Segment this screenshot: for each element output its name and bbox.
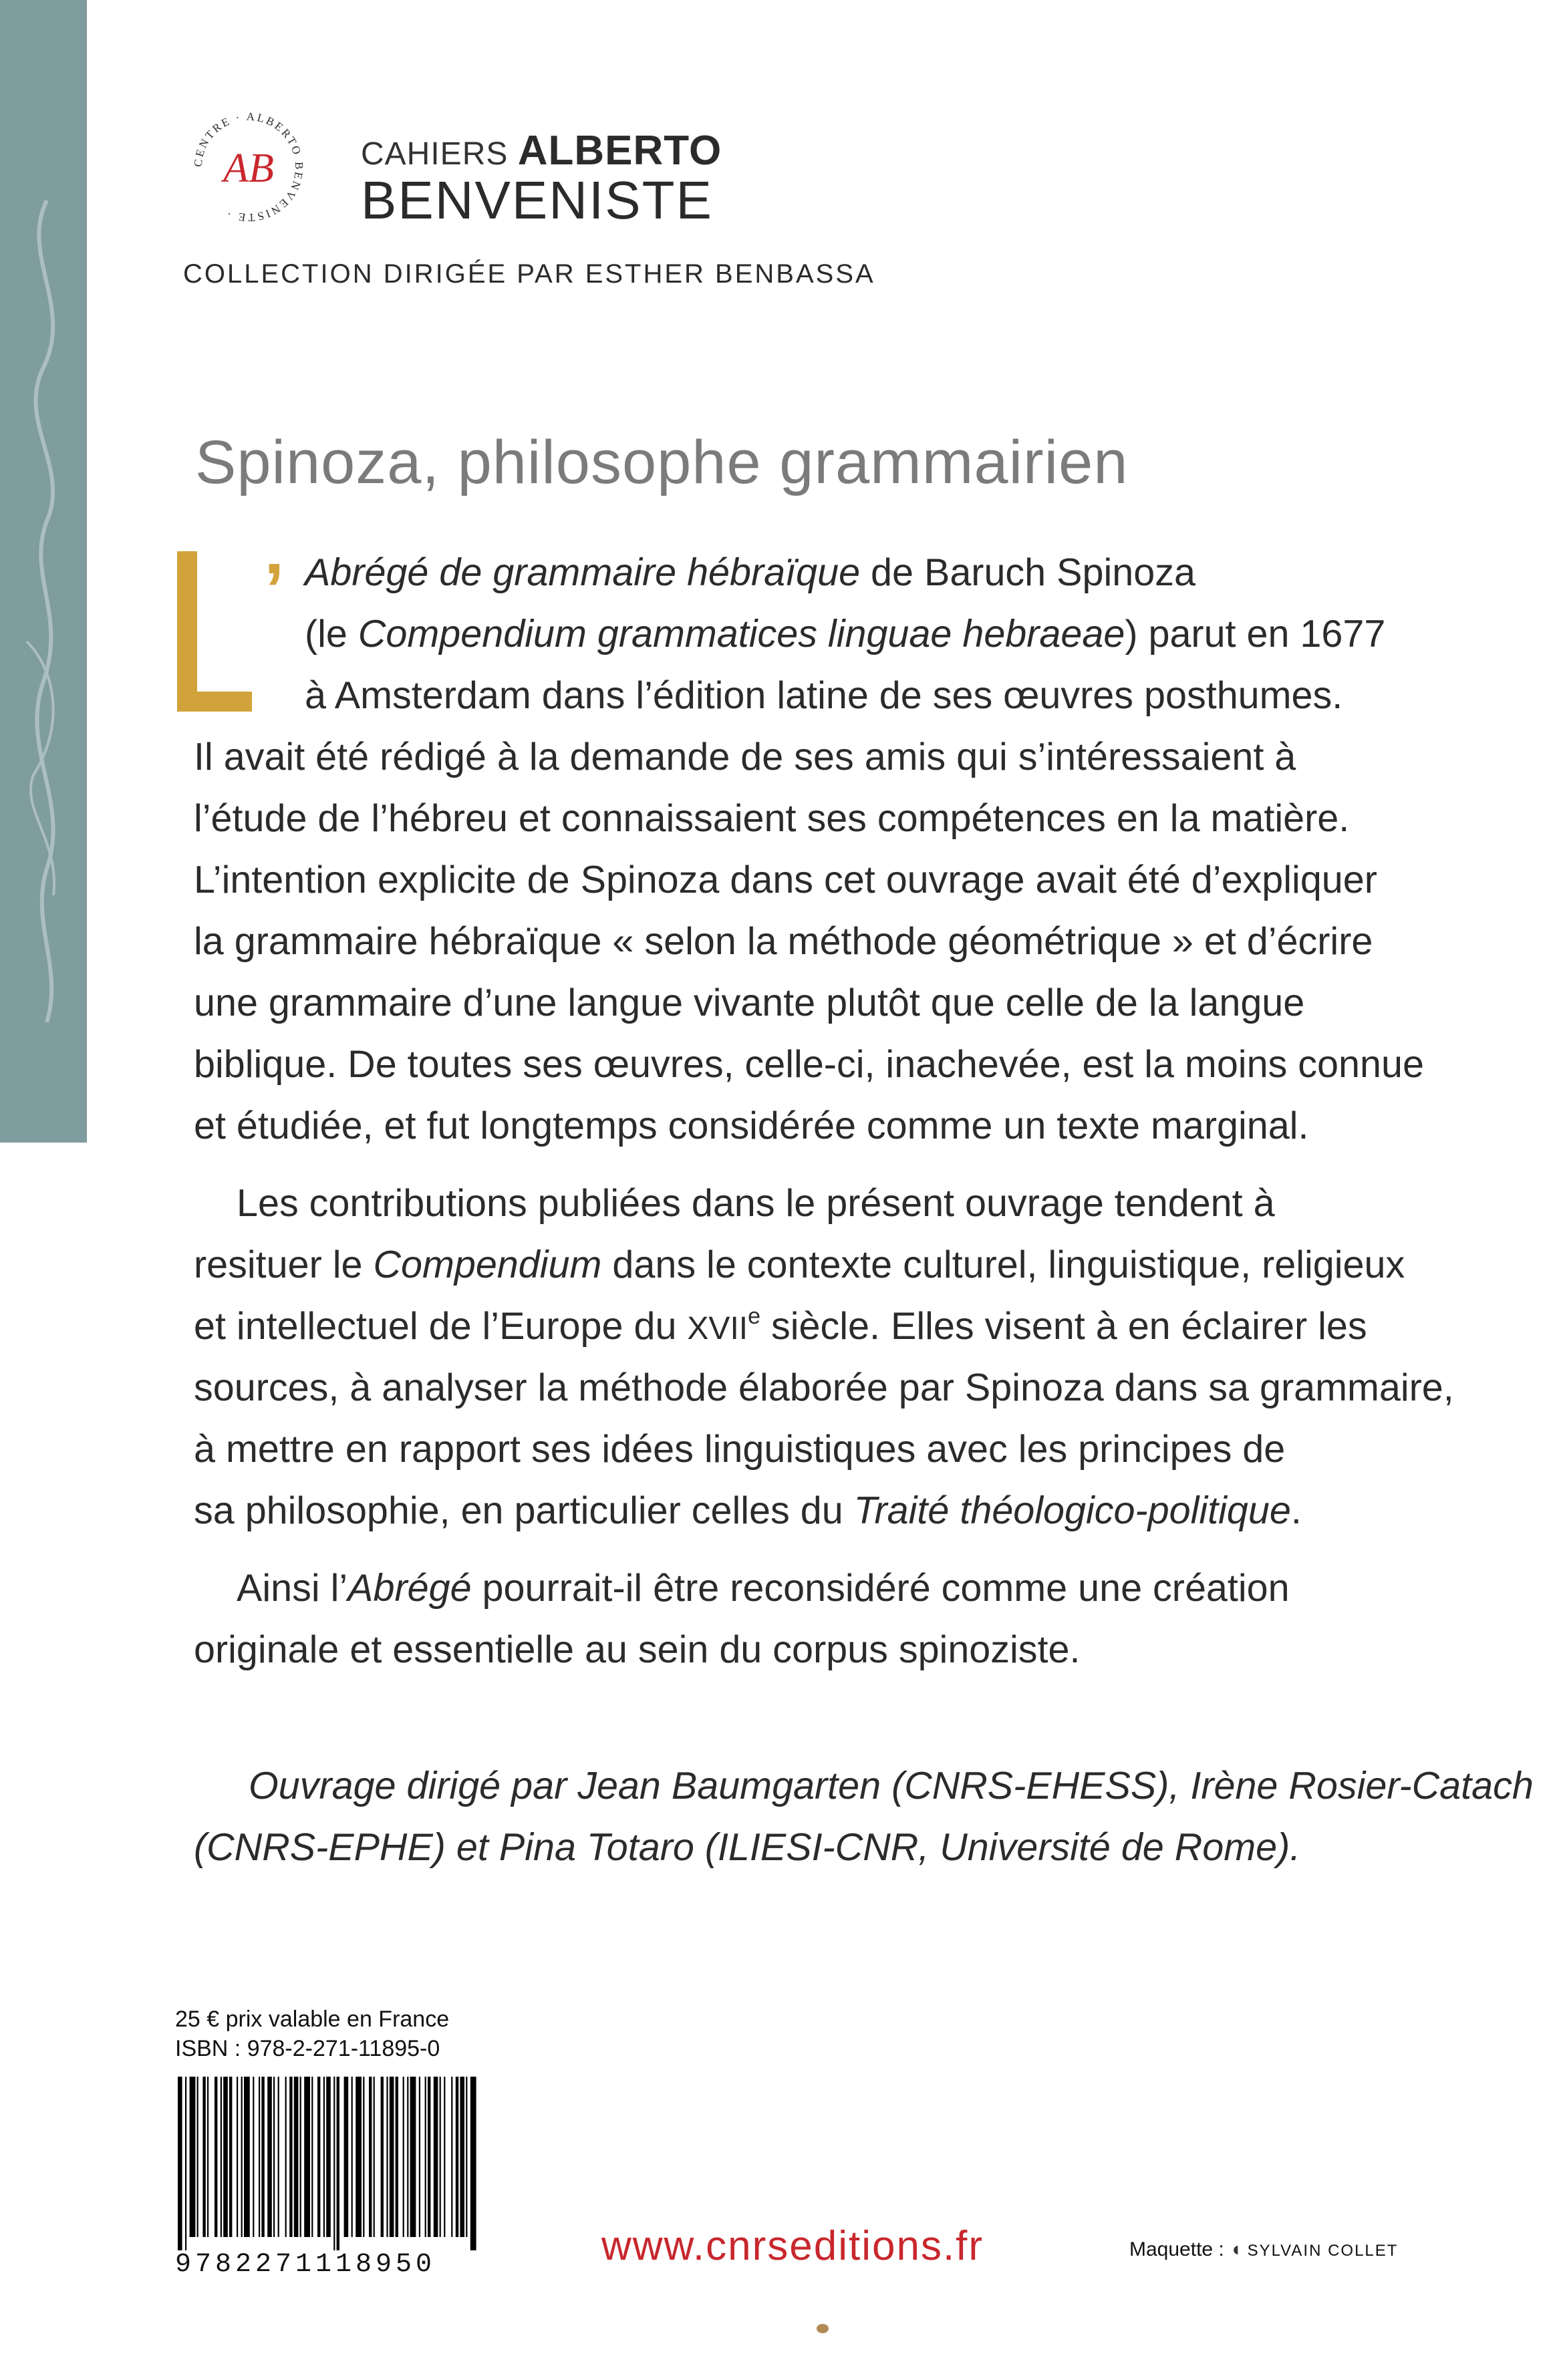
barcode-bar [259,2077,260,2237]
barcode-bar [241,2077,243,2237]
maquette-label: Maquette : [1129,2238,1224,2260]
maquette-credit [1129,2238,1398,2261]
barcode-bar [285,2077,287,2237]
barcode-bar [273,2077,275,2237]
barcode-bar [386,2077,388,2237]
isbn-text: ISBN : 978-2-271-11895-0 [175,2036,440,2061]
barcode-bar [244,2077,250,2237]
text-line: Ainsi l’Abrégé pourrait-il être reconsidéré comme une création [237,1567,1290,1610]
editors-credit-line-1: Ouvrage dirigé par Jean Baumgarten (CNRS-EHESS), Irène Rosier-Catach [249,1765,1534,1807]
text-line: à mettre en rapport ses idées linguistiques avec les principes de [194,1428,1286,1471]
barcode-bar [178,2077,182,2250]
barcode-bar [326,2077,331,2237]
text-line: Abrégé de grammaire hébraïque de Baruch Spinoza [305,551,1195,594]
barcode-bar [444,2077,445,2237]
barcode-bar [403,2077,404,2237]
barcode-bar [390,2077,394,2237]
text-line: originale et essentielle au sein du corpus spinoziste. [194,1628,1081,1671]
barcode-bar [374,2077,375,2237]
brand-cahiers: CAHIERS [361,136,509,172]
print-mark [817,2324,829,2333]
brand-benveniste: BENVENISTE [361,170,713,230]
barcode-bar [294,2077,299,2237]
designer-name: SYLVAIN COLLET [1247,2242,1399,2260]
editors-credit-line-2: (CNRS-EPHE) et Pina Totaro (ILIESI-CNR, Université de Rome). [194,1826,1301,1869]
collection-line: COLLECTION DIRIGÉE PAR ESTHER BENBASSA [183,259,875,289]
barcode-bar [317,2077,320,2237]
text-line: (le Compendium grammatices linguae hebraeae) parut en 1677 [305,613,1386,655]
barcode-bar [440,2077,441,2237]
text-line: L’intention explicite de Spinoza dans cet ouvrage avait été d’expliquer [194,859,1377,901]
barcode-bar [253,2077,254,2237]
barcode-bar [197,2077,198,2237]
text-line: sources, à analyser la méthode élaborée par Spinoza dans sa grammaire, [194,1366,1454,1409]
barcode-bar [304,2077,310,2237]
barcode-bar [460,2077,464,2237]
barcode-bar [351,2077,353,2237]
text-line: à Amsterdam dans l’édition latine de ses œuvres posthumes. [305,674,1343,717]
barcode-bar [428,2077,430,2237]
barcode-bar [356,2077,362,2237]
brand-alberto: ALBERTO [517,128,722,174]
barcode-bar [311,2077,313,2237]
barcode-bar [223,2077,228,2237]
barcode-bar [369,2077,372,2237]
text-line: une grammaire d’une langue vivante plutôt que celle de la langue [194,982,1305,1024]
text-line: resituer le Compendium dans le contexte culturel, linguistique, religieux [194,1243,1405,1286]
spine-band [0,0,87,1143]
barcode-bar [425,2077,426,2237]
barcode-bar [337,2077,339,2250]
barcode-bar [456,2077,458,2237]
text-line: biblique. De toutes ses œuvres, celle-ci, inachevée, est la moins connue [194,1043,1424,1086]
barcode-bar [323,2077,325,2237]
barcode-bar [419,2077,420,2237]
barcode-bar [344,2077,349,2237]
designer-logo-icon: ◖ [1230,2238,1242,2260]
logo-ring-text: CENTRE · ALBERTO BENVENISTE · [191,110,306,225]
barcode-bar [381,2077,384,2237]
barcode-bar [215,2077,217,2237]
series-brand [361,127,722,230]
barcode-bar [221,2077,222,2237]
signature-watermark [7,174,84,1042]
barcode-bar [261,2077,264,2237]
drop-cap-apostrophe: ’ [264,549,285,631]
barcode-bar [434,2077,438,2237]
text-line: sa philosophie, en particulier celles du Traité théologico-politique. [194,1489,1302,1532]
barcode-bar [207,2077,208,2237]
text-line: la grammaire hébraïque « selon la méthode géométrique » et d’écrire [194,920,1373,963]
price-text: 25 € prix valable en France [175,2006,450,2032]
barcode-bar [202,2077,205,2237]
barcode-bar [289,2077,292,2237]
barcode-bar [300,2077,301,2237]
text-line: et étudiée, et fut longtemps considérée comme un texte marginal. [194,1104,1309,1147]
logo-monogram: AB [223,146,274,191]
barcode-bar [363,2077,364,2237]
barcode-bar [278,2077,279,2237]
barcode-bar [466,2077,467,2237]
barcode-bar [451,2077,452,2237]
barcode-bar [190,2077,196,2237]
text-line: et intellectuel de l’Europe du XVIIe siècle. Elles visent à en éclairer les [194,1304,1367,1348]
barcode-bar [267,2077,272,2237]
barcode-bar [185,2077,186,2250]
text-line: Les contributions publiées dans le présent ouvrage tendent à [237,1182,1275,1225]
barcode-bar [470,2077,476,2250]
barcode-number: 9782271118950 [175,2250,436,2280]
barcode-bar [237,2077,238,2237]
drop-cap-l [177,551,252,712]
price-block [175,2004,449,2063]
book-title: Spinoza, philosophe grammairien [195,428,1129,496]
centre-logo [188,107,309,227]
text-line: l’étude de l’hébreu et connaissaient ses compétences en la matière. [194,797,1350,840]
publisher-website-link[interactable]: www.cnrseditions.fr [601,2223,984,2269]
barcode-bar [407,2077,408,2237]
barcode-bar [410,2077,416,2237]
barcode [175,2077,482,2284]
barcode-bar [396,2077,398,2237]
barcode-bar [229,2077,232,2237]
barcode-bar [333,2077,335,2250]
text-line: Il avait été rédigé à la demande de ses amis qui s’intéressaient à [194,736,1296,778]
barcode-bars [175,2077,482,2250]
